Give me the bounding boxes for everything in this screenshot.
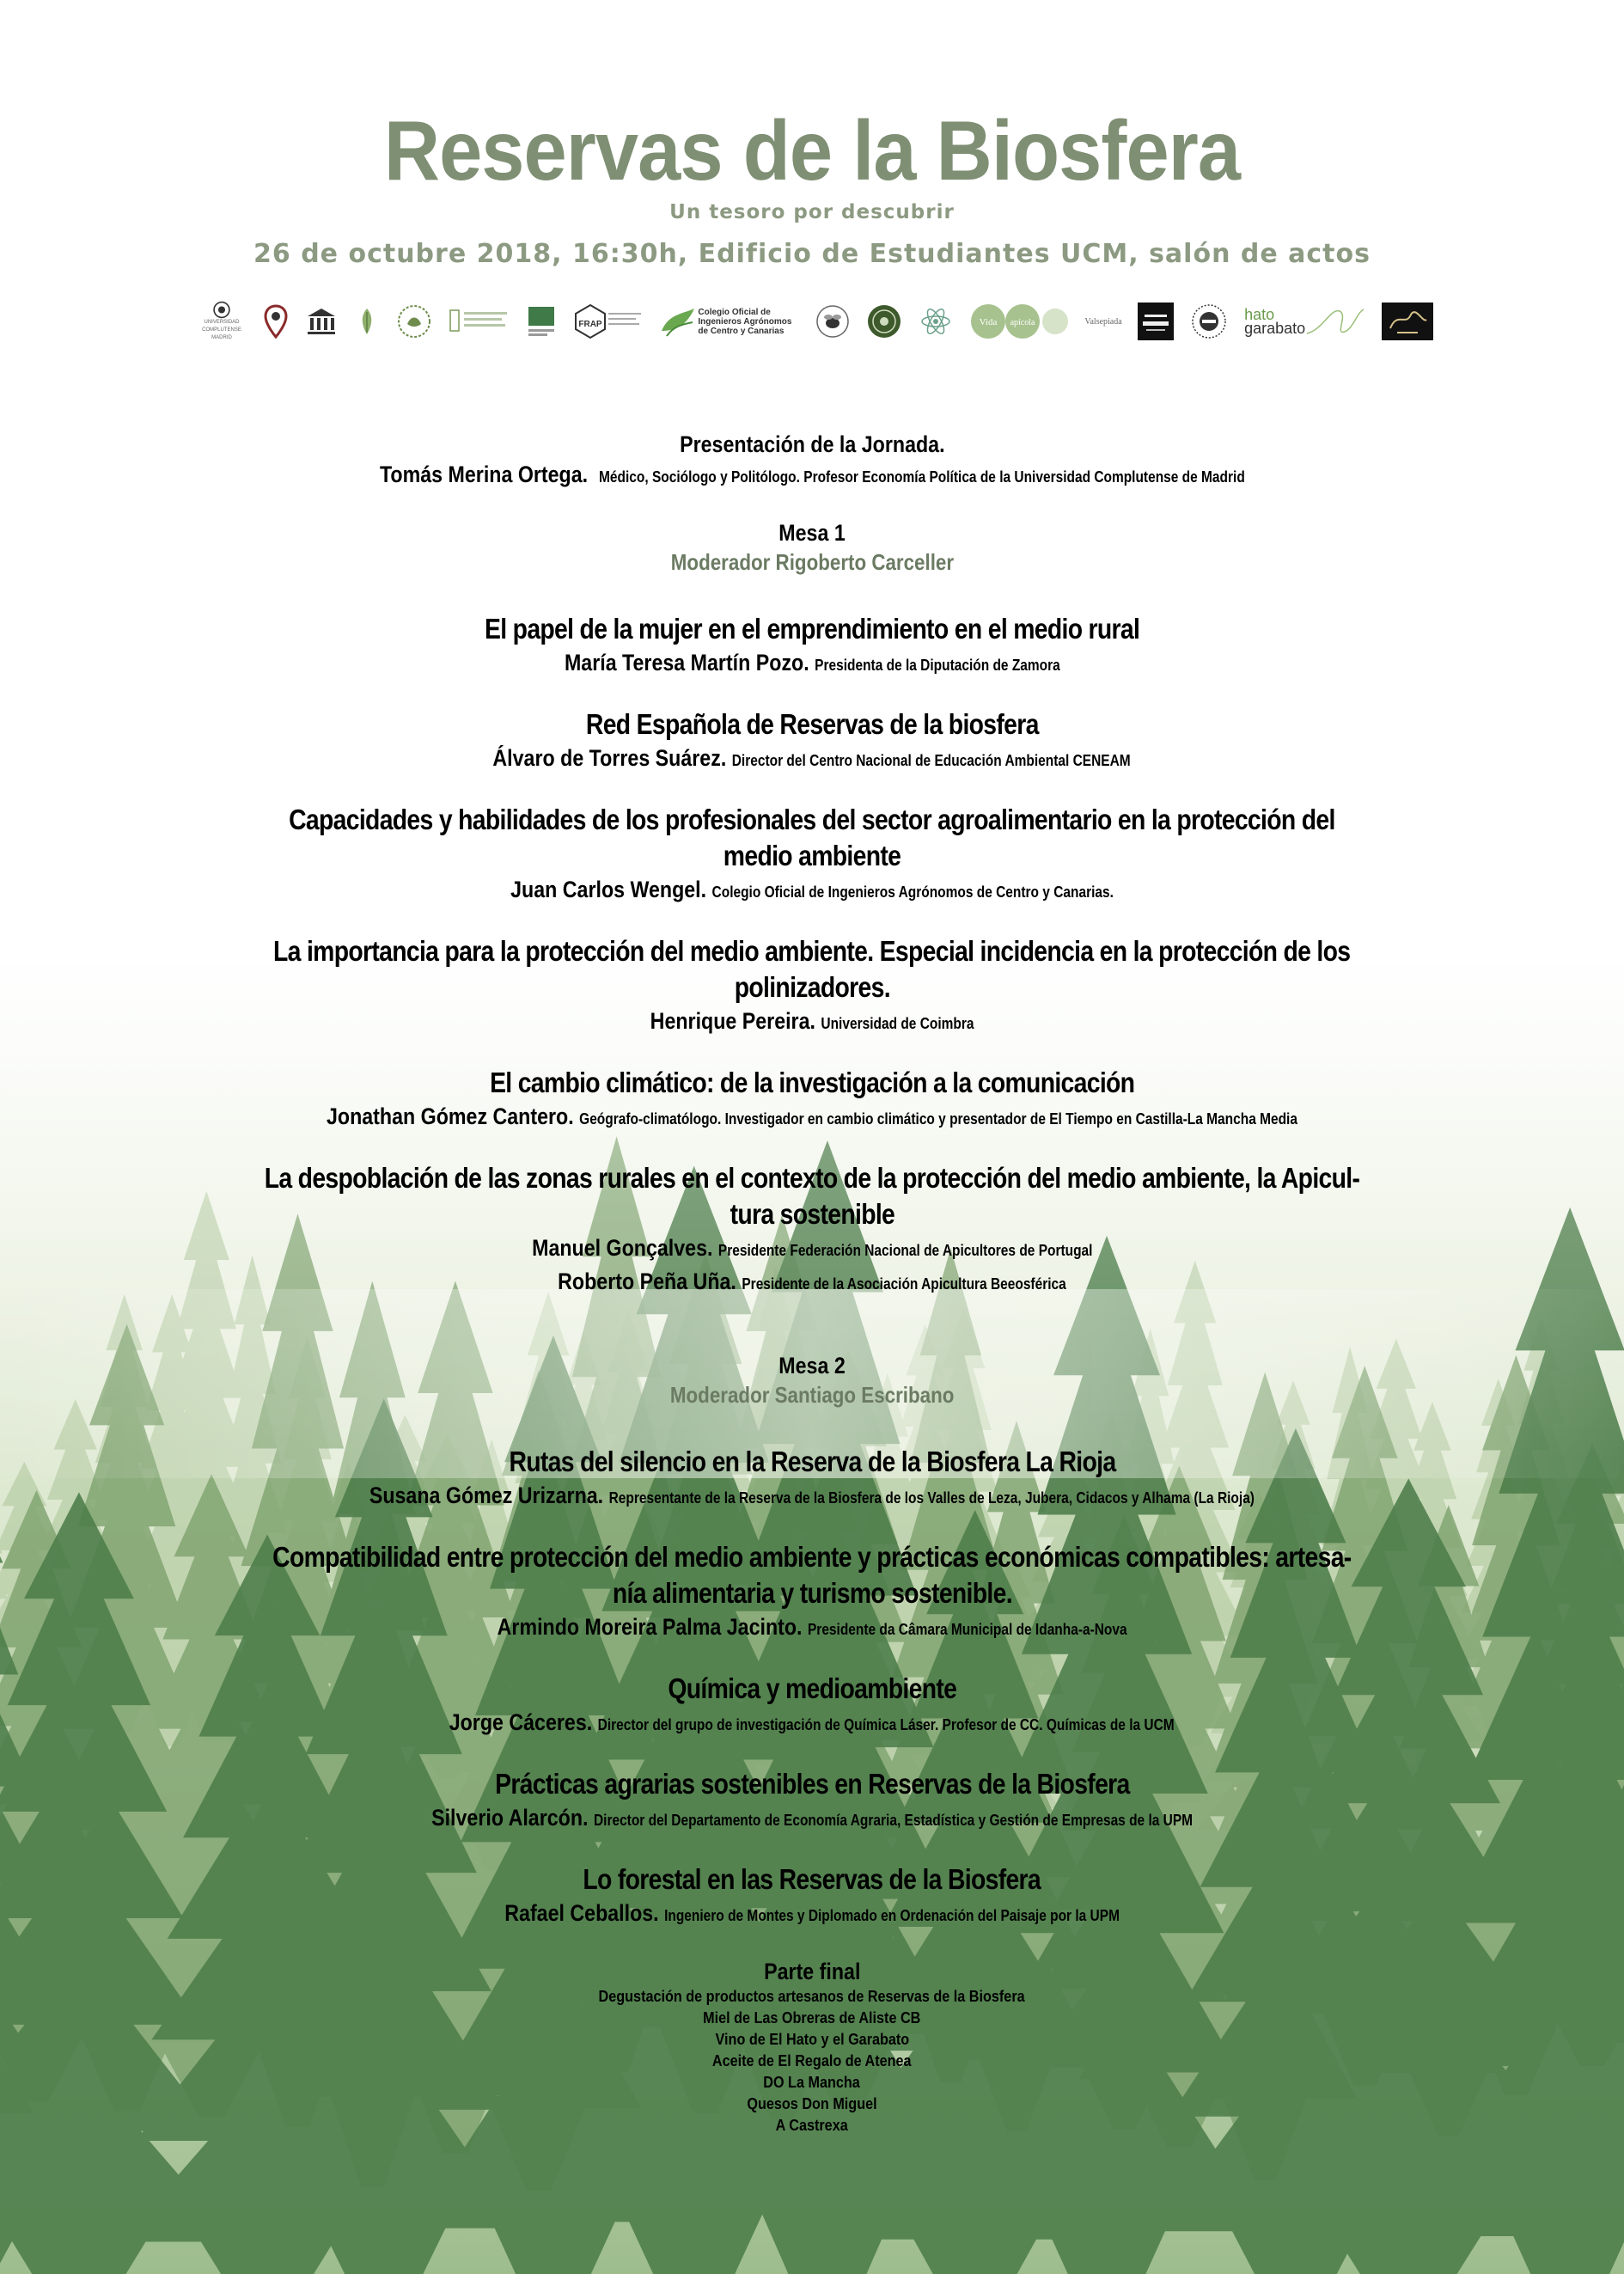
- speaker-role: Geógrafo-climatólogo. Investigador en cambio climático y presentador de El Tiempo en Castilla-La Mancha Media: [579, 1110, 1297, 1128]
- talk-title-line2: tura sostenible: [730, 1198, 894, 1230]
- mesa2-talk: [0, 1539, 1624, 1645]
- speaker-role: Presidente da Câmara Municipal de Idanha-a-Nova: [807, 1621, 1127, 1638]
- talk-title-line2: medio ambiente: [723, 840, 901, 871]
- speaker-role: Médico, Sociólogo y Politólogo. Profesor Economía Política de la Universidad Complutense de Madrid: [598, 468, 1245, 486]
- speaker-role: Colegio Oficial de Ingenieros Agrónomos de Centro y Canarias.: [711, 883, 1114, 901]
- mesa1-talk: [0, 1065, 1624, 1134]
- mesa2-label: Mesa 2: [778, 1353, 846, 1378]
- svg-text:FRAP: FRAP: [577, 320, 602, 329]
- talk-speaker: [369, 1480, 1255, 1513]
- final-block: [0, 1957, 1624, 2136]
- program: [0, 430, 1624, 2162]
- talk-speaker: [504, 1898, 1120, 1931]
- final-item: DO La Mancha: [763, 2074, 861, 2091]
- speaker-name: Rafael Ceballos.: [504, 1900, 659, 1926]
- talk-speaker: [510, 874, 1114, 908]
- mesa1-talk: [0, 611, 1624, 681]
- speaker-role: Presidente de la Asociación Apicultura Beeosférica: [742, 1275, 1066, 1293]
- ucm-logo: UNIVERSIDAD COMPLUTENSE MADRID: [196, 301, 247, 342]
- speaker-role: Presidenta de la Diputación de Zamora: [814, 657, 1060, 674]
- mesa1-talk: [0, 802, 1624, 908]
- speaker-name: Silverio Alarcón.: [431, 1805, 589, 1831]
- honey-seal-logo: [1190, 301, 1228, 342]
- speaker-role: Universidad de Coimbra: [821, 1015, 974, 1032]
- mesa2-moderator: Moderador Santiago Escribano: [669, 1382, 955, 1408]
- speaker-role: Director del Departamento de Economía Agraria, Estadística y Gestión de Empresas de la UPM: [593, 1812, 1193, 1829]
- final-item: Aceite de El Regalo de Atenea: [712, 2052, 912, 2069]
- speaker-name: Tomás Merina Ortega.: [379, 462, 588, 487]
- speaker-role: Director del Centro Nacional de Educación Ambiental CENEAM: [732, 752, 1132, 769]
- circle-seal-logo: [396, 301, 432, 342]
- vida-apicola-logo: [969, 301, 1069, 342]
- speaker-name: Álvaro de Torres Suárez.: [492, 745, 727, 771]
- talk-title: El cambio climático: de la investigación a la comunicación: [489, 1067, 1135, 1098]
- mab-logo: [354, 301, 380, 342]
- mesa1-header: [0, 518, 1624, 577]
- speaker-name: Manuel Gonçalves.: [531, 1235, 713, 1261]
- svg-text:apícola: apícola: [1010, 318, 1035, 327]
- unesco-logo: [304, 301, 339, 342]
- valsepiada-logo: Valsepiada: [1084, 316, 1122, 327]
- speaker-name: Henrique Pereira.: [650, 1008, 815, 1034]
- talk-speaker: [532, 1232, 1092, 1266]
- talk-speaker: [449, 1707, 1175, 1740]
- talk-title: El papel de la mujer en el emprendimiento en el medio rural: [484, 613, 1140, 645]
- frap-logo: [572, 301, 643, 342]
- talk-speaker: [498, 1611, 1127, 1645]
- talk-title-line2: polinizadores.: [734, 971, 890, 1003]
- final-item: Quesos Don Miguel: [747, 2095, 877, 2112]
- ministry-logo: [449, 301, 510, 342]
- talk-title: Red Española de Reservas de la biosfera: [585, 708, 1039, 740]
- sponsor-logos: [196, 299, 1433, 344]
- hato-garabato-logo: hato garabato: [1244, 301, 1365, 342]
- speaker-role: Director del grupo de investigación de Química Láser. Profesor de CC. Químicas de la UCM: [597, 1716, 1175, 1733]
- final-item: Vino de El Hato y el Garabato: [715, 2031, 909, 2048]
- poster-title: Reservas de la Biosfera: [383, 103, 1241, 198]
- talk-title-line1: La despoblación de las zonas rurales en el contexto de la protección del medio ambiente, la Apicul-: [264, 1162, 1360, 1194]
- speaker-name: Jorge Cáceres.: [449, 1709, 593, 1735]
- speaker-name: Jonathan Gómez Cantero.: [326, 1103, 574, 1129]
- mesa2-talk: [0, 1861, 1624, 1931]
- final-item: Miel de Las Obreras de Aliste CB: [703, 2009, 921, 2026]
- colegio-agronomos-logo: Colegio Oficial de Ingenieros Agrónomos de Centro y Canarias: [658, 301, 799, 342]
- mesa1-talk: [0, 933, 1624, 1039]
- atom-logo: [919, 301, 953, 342]
- final-label: Parte final: [763, 1959, 861, 1984]
- talk-speaker: [493, 743, 1131, 776]
- talk-title-line1: Capacidades y habilidades de los profesionales del sector agroalimentario en la protección del: [289, 804, 1335, 835]
- talk-title: Rutas del silencio en la Reserva de la Biosfera La Rioja: [509, 1446, 1115, 1477]
- talk-speaker: [558, 1266, 1066, 1299]
- talk-speaker: [565, 647, 1060, 681]
- mesa2-talk: [0, 1671, 1624, 1740]
- mesa1-moderator: Moderador Rigoberto Carceller: [670, 549, 954, 575]
- green-square-logo: [527, 301, 556, 342]
- black-label-logo: [1138, 301, 1174, 342]
- talk-title-line1: Compatibilidad entre protección del medio ambiente y prácticas económicas compatibles: artesa-: [272, 1541, 1352, 1573]
- mesa1-label: Mesa 1: [778, 520, 846, 546]
- green-badge-logo: [866, 301, 902, 342]
- talk-speaker: [431, 1802, 1193, 1836]
- speaker-name: Roberto Peña Uña.: [558, 1268, 736, 1294]
- talk-title: Lo forestal en las Reservas de la Biosfera: [583, 1863, 1041, 1895]
- speaker-role: Presidente Federación Nacional de Apicultores de Portugal: [717, 1242, 1093, 1259]
- intro-title: Presentación de la Jornada.: [679, 431, 945, 457]
- mesa2-talk: [0, 1766, 1624, 1836]
- intro-speaker: [380, 459, 1245, 492]
- speaker-role: Representante de la Reserva de la Biosfera de los Valles de Leza, Jubera, Cidacos y Alhama (La Rioja): [608, 1489, 1255, 1507]
- final-item: A Castrexa: [775, 2117, 849, 2134]
- talk-title-line2: nía alimentaria y turismo sostenible.: [612, 1577, 1012, 1609]
- mesa2-talk: [0, 1444, 1624, 1513]
- speaker-role: Ingeniero de Montes y Diplomado en Ordenación del Paisaje por la UPM: [663, 1907, 1120, 1924]
- mesa2-header: [0, 1351, 1624, 1409]
- don-miguel-logo: [1382, 301, 1433, 342]
- speaker-name: María Teresa Martín Pozo.: [564, 650, 809, 675]
- mesa1-talk: [0, 1160, 1624, 1299]
- talk-title: Prácticas agrarias sostenibles en Reservas de la Biosfera: [494, 1768, 1130, 1800]
- speaker-name: Juan Carlos Wengel.: [510, 877, 707, 902]
- mesa1-talk: [0, 706, 1624, 776]
- talk-title: Química y medioambiente: [668, 1672, 956, 1704]
- talk-title-line1: La importancia para la protección del medio ambiente. Especial incidencia en la protección de los: [273, 935, 1351, 967]
- final-item: Degustación de productos artesanos de Reservas de la Biosfera: [598, 1988, 1026, 2005]
- speaker-name: Susana Gómez Urizarna.: [369, 1482, 604, 1508]
- bee-round-logo: [815, 301, 850, 342]
- event-dateline: 26 de octubre 2018, 16:30h, Edificio de Estudiantes UCM, salón de actos: [253, 239, 1371, 269]
- map-pin-logo: [264, 301, 288, 342]
- intro-block: [0, 430, 1624, 492]
- talk-speaker: [650, 1006, 974, 1039]
- header: [0, 103, 1624, 269]
- speaker-name: Armindo Moreira Palma Jacinto.: [497, 1614, 803, 1640]
- poster-subtitle: Un tesoro por descubrir: [669, 201, 955, 223]
- svg-text:Vida: Vida: [979, 317, 997, 327]
- talk-speaker: [327, 1101, 1297, 1134]
